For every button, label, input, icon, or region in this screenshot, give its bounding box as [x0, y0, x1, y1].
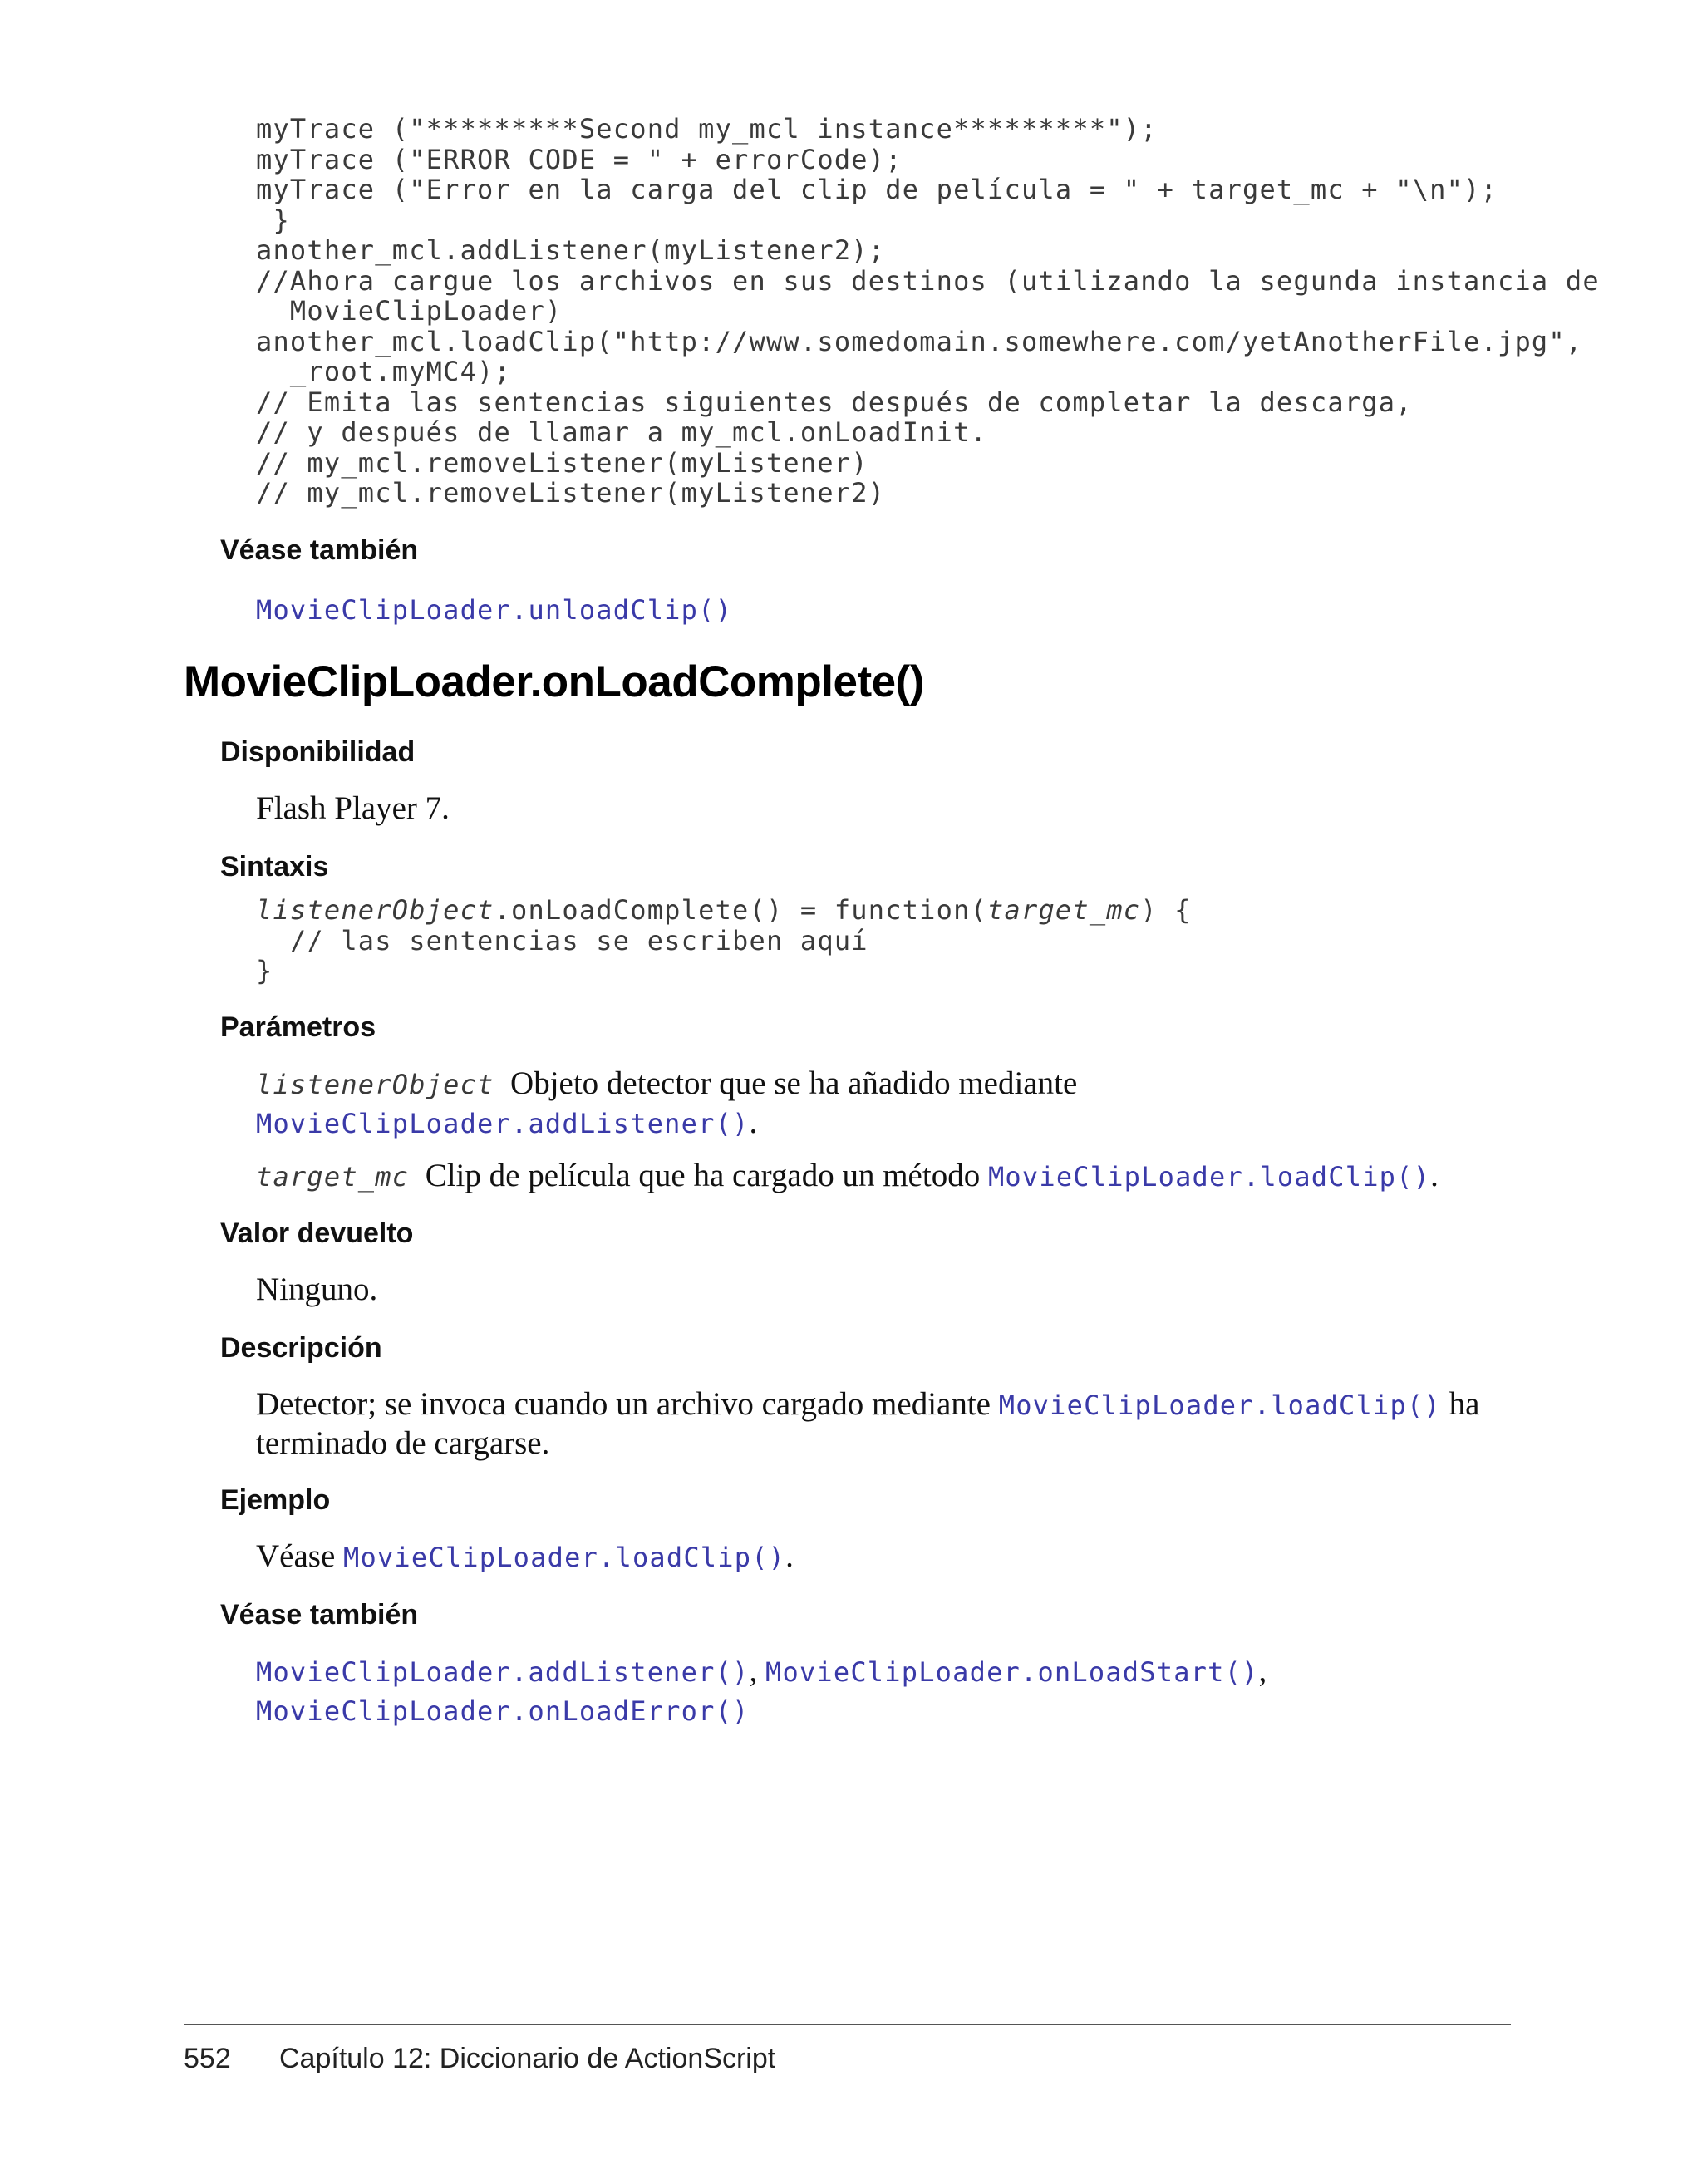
code-line: myTrace ("Error en la carga del clip de película = " + target_mc + "\n");	[256, 174, 1498, 205]
description-before: Detector; se invoca cuando un archivo cargado mediante	[256, 1386, 991, 1422]
chapter-title: Capítulo 12: Diccionario de ActionScript	[279, 2043, 776, 2074]
code-line: another_mcl.loadClip("http://www.somedomain.somewhere.com/yetAnotherFile.jpg",	[256, 325, 1583, 357]
param-desc: Objeto detector que se ha añadido mediante	[510, 1065, 1078, 1101]
code-line: // las sentencias se escriben aquí	[256, 924, 868, 957]
param-name: target_mc	[256, 1161, 410, 1193]
link-addlistener[interactable]: MovieClipLoader.addListener()	[256, 1108, 750, 1139]
description-line2: terminado de cargarse.	[256, 1425, 550, 1461]
code-line: another_mcl.addListener(myListener2);	[256, 234, 886, 266]
code-line	[256, 895, 1192, 926]
syntax-method: .onLoadComplete() = function(	[494, 894, 988, 926]
example-text	[256, 1537, 794, 1577]
link-onloaderror[interactable]: MovieClipLoader.onLoadError()	[256, 1695, 750, 1727]
param-listenerobject	[256, 1065, 1077, 1143]
code-line: //Ahora cargue los archivos en sus destinos (utilizando la segunda instancia de	[256, 264, 1600, 297]
link-onloadstart[interactable]: MovieClipLoader.onLoadStart()	[765, 1656, 1259, 1688]
see-also-heading: Véase también	[220, 534, 419, 566]
punct: .	[785, 1538, 794, 1574]
code-block-top	[256, 114, 1600, 509]
description-after: ha	[1449, 1386, 1480, 1422]
availability-heading: Disponibilidad	[220, 736, 416, 768]
see-also-links	[256, 590, 732, 629]
description-heading: Descripción	[220, 1332, 382, 1364]
punct: ,	[1258, 1653, 1267, 1689]
code-line: // my_mcl.removeListener(myListener2)	[256, 477, 886, 509]
param-desc: Clip de película que ha cargado un método	[425, 1158, 981, 1193]
syntax-end: ) {	[1140, 894, 1192, 926]
code-line: // y después de llamar a my_mcl.onLoadInit.	[256, 416, 988, 448]
code-line: }	[256, 204, 290, 236]
code-line: }	[256, 955, 273, 986]
description-text	[256, 1385, 1479, 1462]
param-name: listenerObject	[256, 1069, 494, 1100]
syntax-object: listenerObject	[256, 894, 494, 926]
link-unloadclip[interactable]: MovieClipLoader.unloadClip()	[256, 594, 733, 626]
availability-text: Flash Player 7.	[256, 790, 450, 826]
syntax-heading: Sintaxis	[220, 851, 329, 883]
footer-divider	[184, 2024, 1511, 2025]
example-heading: Ejemplo	[220, 1484, 331, 1516]
see-also-heading: Véase también	[220, 1599, 419, 1631]
code-line: _root.myMC4);	[256, 356, 511, 387]
code-line: // my_mcl.removeListener(myListener)	[256, 446, 868, 479]
link-loadclip[interactable]: MovieClipLoader.loadClip()	[998, 1390, 1441, 1421]
param-target-mc	[256, 1157, 1439, 1196]
page-title: MovieClipLoader.onLoadComplete()	[184, 657, 924, 706]
returns-text: Ninguno.	[256, 1272, 378, 1307]
punct: .	[1430, 1158, 1439, 1193]
code-line: myTrace ("ERROR CODE = " + errorCode);	[256, 143, 903, 175]
link-loadclip[interactable]: MovieClipLoader.loadClip()	[343, 1542, 786, 1573]
page-number: 552	[184, 2043, 231, 2074]
syntax-code	[256, 895, 1192, 986]
punct: ,	[749, 1653, 758, 1689]
link-addlistener[interactable]: MovieClipLoader.addListener()	[256, 1656, 750, 1688]
punct: .	[749, 1104, 758, 1140]
syntax-arg: target_mc	[987, 894, 1141, 926]
example-label: Véase	[256, 1538, 336, 1574]
parameters-heading: Parámetros	[220, 1011, 376, 1043]
see-also-links	[256, 1652, 1267, 1730]
code-line: MovieClipLoader)	[256, 295, 563, 327]
code-line: // Emita las sentencias siguientes después de completar la descarga,	[256, 386, 1413, 418]
code-line: myTrace ("*********Second my_mcl instance*********");	[256, 113, 1158, 145]
returns-heading: Valor devuelto	[220, 1217, 414, 1249]
link-loadclip[interactable]: MovieClipLoader.loadClip()	[987, 1161, 1431, 1193]
